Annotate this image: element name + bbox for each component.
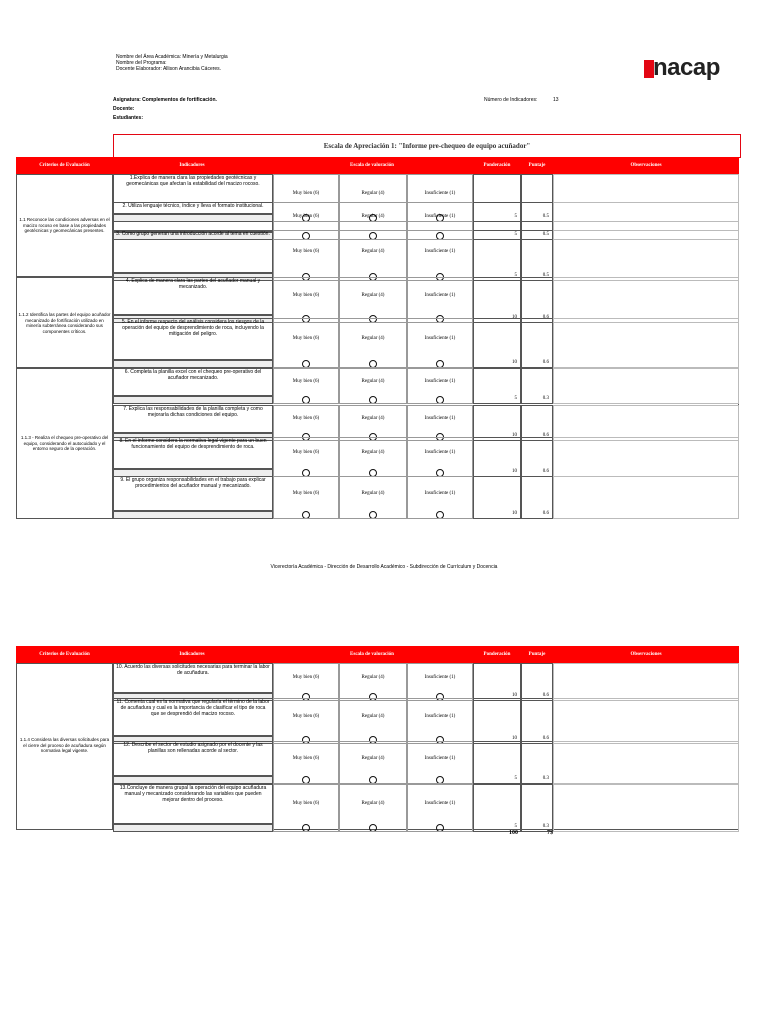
option-label: Muy bien (6): [292, 379, 320, 384]
ponderacion-value: 5: [514, 273, 517, 278]
option-label: Insuficiente (1): [424, 191, 456, 196]
ponderacion-value: 10: [512, 360, 517, 365]
observaciones-cell[interactable]: [553, 663, 739, 701]
option-label: Regular (4): [361, 214, 385, 219]
option-label: Muy bien (6): [292, 714, 320, 719]
scale-cell: [407, 405, 473, 441]
option-label: Regular (4): [361, 379, 385, 384]
num-indicadores-label: Número de Indicadores:: [484, 97, 538, 103]
observaciones-cell[interactable]: [553, 405, 739, 441]
col-puntaje: Puntaje: [528, 163, 546, 168]
scale-cell: [407, 741, 473, 784]
col-ponderacion: Ponderación: [483, 163, 511, 168]
indicator-cell: [113, 476, 273, 511]
scale-cell: [273, 318, 339, 368]
scale-cell: [339, 741, 407, 784]
scale-cell: [407, 698, 473, 744]
table-header-2: [16, 646, 739, 663]
option-label: Insuficiente (1): [424, 675, 456, 680]
indicator-cell: [113, 230, 273, 273]
ponderacion-value: 5: [514, 396, 517, 401]
observaciones-cell[interactable]: [553, 437, 739, 477]
ponderacion-value: 5: [514, 824, 517, 829]
option-label: Insuficiente (1): [424, 491, 456, 496]
puntaje-value: 0.6: [542, 469, 549, 474]
criterio-cell: [16, 174, 113, 277]
footer-text: Vicerectoría Académica - Dirección de Desarrollo Académico - Subdirección de Currículum y Docencia: [270, 564, 498, 570]
criterio-cell: [16, 368, 113, 519]
num-indicadores-value: 13: [553, 97, 559, 103]
scale-cell: [407, 230, 473, 281]
ponderacion-value: 5: [514, 776, 517, 781]
scale-cell: [407, 437, 473, 477]
area-academica: Nombre del Área Académica: Minería y Metalurgia: [116, 54, 228, 60]
option-label: Muy bien (6): [292, 416, 320, 421]
indicator-text: 1.Explica de manera clara las propiedades geotécnicas y geomecánicas que afectan la estabilidad del macizo rocoso.: [126, 175, 260, 187]
observaciones-cell[interactable]: [553, 476, 739, 519]
scale-cell: [273, 741, 339, 784]
ponderacion-value: 5: [514, 232, 517, 237]
criterio-text: 1.1.4 Considera las diversas solicitudes para el cierre del proceso de acuñadura según normativa legal vigente.: [19, 737, 110, 753]
option-label: Insuficiente (1): [424, 249, 456, 254]
option-label: Regular (4): [361, 675, 385, 680]
col-escala: Escala de valoración: [350, 163, 394, 168]
scale-cell: [407, 784, 473, 832]
indicator-strip: [113, 776, 273, 784]
criterio-text: 1.1.3 - Realiza el chequeo pre-operativo del equipo, considerando el autocuidado y el entorno seguro de la operación.: [20, 435, 109, 451]
option-label: Regular (4): [361, 714, 385, 719]
col-criterios: Criterios de Evaluación: [39, 652, 90, 657]
scale-cell: [339, 405, 407, 441]
option-label: Muy bien (6): [292, 801, 320, 806]
option-label: Insuficiente (1): [424, 416, 456, 421]
option-label: Muy bien (6): [292, 249, 320, 254]
table-header-1: [16, 157, 739, 174]
ponderacion-value: 10: [512, 511, 517, 516]
indicator-text: 2. Utiliza lenguaje técnico, índice y lleva el formato institucional.: [122, 203, 264, 209]
observaciones-cell[interactable]: [553, 368, 739, 404]
indicator-strip: [113, 360, 273, 368]
scale-cell: [273, 663, 339, 701]
observaciones-cell[interactable]: [553, 318, 739, 368]
option-label: Regular (4): [361, 416, 385, 421]
scale-cell: [339, 663, 407, 701]
scale-cell: [339, 437, 407, 477]
indicator-text: 5. En el informe respecto del análisis considera los riesgos de la operación del equipo de desprendimiento de roca, incluyendo la mitigación del peligro.: [121, 319, 265, 337]
scale-cell: [407, 663, 473, 701]
option-label: Insuficiente (1): [424, 293, 456, 298]
ponderacion-value: 10: [512, 433, 517, 438]
ponderacion-value: 10: [512, 315, 517, 320]
scale-cell: [407, 277, 473, 323]
puntaje-value: 0.6: [542, 360, 549, 365]
option-label: Muy bien (6): [292, 491, 320, 496]
scale-cell: [273, 230, 339, 281]
scale-cell: [273, 368, 339, 404]
ponderacion-value: 10: [512, 693, 517, 698]
indicator-cell: [113, 368, 273, 396]
puntaje-value: 0.6: [542, 433, 549, 438]
scale-cell: [339, 318, 407, 368]
indicator-cell: [113, 437, 273, 469]
scale-cell: [339, 230, 407, 281]
scale-cell: [339, 698, 407, 744]
option-label: Insuficiente (1): [424, 801, 456, 806]
puntaje-value: 0.6: [542, 315, 549, 320]
scale-cell: [339, 277, 407, 323]
puntaje-value: 0.3: [542, 396, 549, 401]
indicator-cell: [113, 698, 273, 736]
option-label: Insuficiente (1): [424, 714, 456, 719]
ponderacion-value: 5: [514, 214, 517, 219]
col-escala: Escala de valoración: [350, 652, 394, 657]
indicator-text: 12. Describe el sector de estudio asignado por el docente y las planillas son rellenadas acorde al sector.: [123, 742, 263, 754]
scale-cell: [339, 476, 407, 519]
col-indicadores: Indicadores: [179, 163, 205, 168]
indicator-cell: [113, 784, 273, 824]
nombre-programa: Nombre del Programa:: [116, 60, 167, 66]
scale-cell: [273, 476, 339, 519]
option-label: Regular (4): [361, 293, 385, 298]
puntaje-value: 0.6: [542, 693, 549, 698]
option-label: Insuficiente (1): [424, 450, 456, 455]
criterio-cell: [16, 277, 113, 368]
ponderacion-value: 10: [512, 736, 517, 741]
option-label: Muy bien (6): [292, 293, 320, 298]
puntaje-value: 0.5: [542, 214, 549, 219]
estudiantes: Estudiantes:: [113, 115, 144, 121]
page-title: Escala de Apreciación 1: "Informe pre-chequeo de equipo acuñador": [113, 134, 741, 158]
scale-cell: [407, 368, 473, 404]
indicator-text: 8. En el informe considera la normativa legal vigente para un buen funcionamiento del equipo de desprendimiento de roca.: [119, 438, 267, 450]
option-label: Insuficiente (1): [424, 214, 456, 219]
total-puntaje: 7$: [547, 830, 553, 836]
observaciones-cell[interactable]: [553, 230, 739, 281]
col-observaciones: Observaciones: [630, 652, 662, 657]
scale-cell: [273, 698, 339, 744]
indicator-strip: [113, 511, 273, 519]
indicator-text: 4. Explica de manera clara las partes del acuñador manual y mecanizado.: [125, 278, 261, 290]
indicator-cell: [113, 663, 273, 693]
indicator-text: 11. Comenta cual es la normativa que regularía el término de la labor de acuñadura y cual es la importancia de clasificar el tipo de roca que se desprendió del macizo rocoso.: [116, 699, 270, 717]
col-observaciones: Observaciones: [630, 163, 662, 168]
indicator-strip: [113, 396, 273, 404]
option-label: Regular (4): [361, 801, 385, 806]
option-label: Regular (4): [361, 450, 385, 455]
scale-cell: [273, 277, 339, 323]
indicator-cell: [113, 741, 273, 776]
option-label: Muy bien (6): [292, 191, 320, 196]
scale-cell: [273, 405, 339, 441]
scale-cell: [273, 784, 339, 832]
option-label: Regular (4): [361, 249, 385, 254]
scale-cell: [407, 318, 473, 368]
option-label: Insuficiente (1): [424, 379, 456, 384]
indicator-text: 6. Completa la planilla excel con el chequeo pre-operativo del acuñador mecanizado.: [124, 369, 262, 381]
indicator-text: 7. Explica las responsabilidades de la planilla completa y como mejoraría dichas condiciones del equipo.: [123, 406, 263, 418]
indicator-cell: [113, 202, 273, 232]
option-label: Muy bien (6): [292, 336, 320, 341]
criterio-text: 1.1.2 Identifica las partes del equipo acuñador mecanizado de fortificación utilizado en minería subterránea considerando sus componentes críticos.: [18, 312, 111, 334]
option-label: Regular (4): [361, 756, 385, 761]
puntaje-value: 0.6: [542, 736, 549, 741]
option-label: Regular (4): [361, 336, 385, 341]
logo-text: nacap: [653, 54, 720, 81]
puntaje-value: 0.3: [542, 776, 549, 781]
col-criterios: Criterios de Evaluación: [39, 163, 90, 168]
puntaje-value: 0.5: [542, 273, 549, 278]
criterio-cell: [16, 663, 113, 830]
option-label: Regular (4): [361, 191, 385, 196]
puntaje-value: 0.5: [542, 232, 549, 237]
col-ponderacion: Ponderación: [483, 652, 511, 657]
option-label: Insuficiente (1): [424, 336, 456, 341]
criterio-text: 1.1 Reconoce las condiciones adversas en el macizo rocoso en base a las propiedades geotécnicas y geomecánicas presentes.: [19, 217, 110, 233]
observaciones-cell[interactable]: [553, 698, 739, 744]
puntaje-value: 0.3: [542, 824, 549, 829]
puntaje-value: 0.6: [542, 511, 549, 516]
observaciones-cell[interactable]: [553, 784, 739, 832]
scale-cell: [407, 476, 473, 519]
indicator-strip: [113, 824, 273, 832]
option-label: Insuficiente (1): [424, 756, 456, 761]
observaciones-cell[interactable]: [553, 741, 739, 784]
ponderacion-value: 10: [512, 469, 517, 474]
col-puntaje: Puntaje: [528, 652, 546, 657]
option-label: Muy bien (6): [292, 214, 320, 219]
indicator-text: 10. Acuerdo las diversas solicitudes necesarias para terminar la labor de acuñadura.: [116, 664, 270, 676]
option-label: Muy bien (6): [292, 450, 320, 455]
indicator-cell: [113, 405, 273, 433]
indicator-text: 9. El grupo organiza responsabilidades en el trabajo para explicar procedimientos del acuñador manual y mecanizado.: [120, 477, 266, 489]
option-label: Muy bien (6): [292, 675, 320, 680]
total-ponderacion: 100: [509, 830, 518, 836]
scale-cell: [339, 368, 407, 404]
docente-elaborador: Docente Elaborador: Allison Arancibia Cáceres.: [116, 66, 222, 72]
indicator-cell: [113, 318, 273, 360]
asignatura: Asignatura: Complementos de fortificación.: [113, 97, 217, 103]
option-label: Regular (4): [361, 491, 385, 496]
scale-cell: [339, 784, 407, 832]
indicator-text: 13.Concluye de manera grupal la operación del equipo acuñadura manual y mecanizado considerando las variables que pueden mejorar dentro del proceso.: [119, 785, 267, 803]
indicator-cell: [113, 277, 273, 315]
option-label: Muy bien (6): [292, 756, 320, 761]
indicator-text: 3. Como grupo generan una introducción acorde al tema en cuestión.: [116, 231, 270, 237]
scale-cell: [273, 437, 339, 477]
col-indicadores: Indicadores: [179, 652, 205, 657]
inacap-logo: [644, 56, 724, 84]
docente: Docente:: [113, 106, 135, 112]
observaciones-cell[interactable]: [553, 277, 739, 323]
